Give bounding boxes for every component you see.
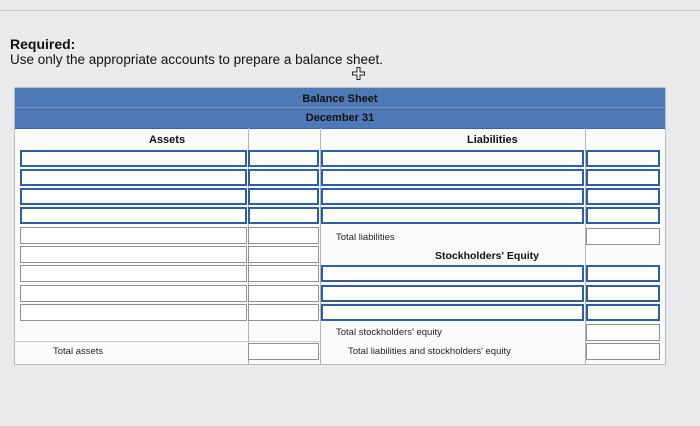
row-divider: [15, 341, 320, 342]
asset-amount-input-5[interactable]: [248, 227, 319, 244]
asset-amount-input-6[interactable]: [248, 246, 319, 263]
equity-account-input-3[interactable]: [321, 304, 584, 321]
liability-account-input-2[interactable]: [321, 169, 584, 186]
equity-account-input-2[interactable]: [321, 285, 584, 302]
sheet-header: [15, 88, 665, 129]
asset-amount-input-3[interactable]: [248, 188, 319, 205]
total-stockholders-equity-input[interactable]: [586, 324, 660, 341]
asset-account-input-7[interactable]: [20, 265, 247, 282]
asset-account-input-5[interactable]: [20, 227, 247, 244]
liability-amount-input-2[interactable]: [586, 169, 660, 186]
asset-amount-input-8[interactable]: [248, 285, 319, 302]
asset-account-input-8[interactable]: [20, 285, 247, 302]
asset-account-input-4[interactable]: [20, 207, 247, 224]
sheet-date: December 31: [305, 112, 375, 124]
total-liabilities-input[interactable]: [586, 228, 660, 245]
asset-account-input-3[interactable]: [20, 188, 247, 205]
total-liabilities-label: Total liabilities: [336, 232, 395, 243]
asset-amount-input-1[interactable]: [248, 150, 319, 167]
required-heading: Required:: [10, 36, 76, 52]
liability-amount-input-4[interactable]: [586, 207, 660, 224]
stockholders-equity-header: Stockholders' Equity: [435, 250, 540, 262]
asset-amount-input-2[interactable]: [248, 169, 319, 186]
asset-account-input-6[interactable]: [20, 246, 247, 263]
liability-account-input-4[interactable]: [321, 207, 584, 224]
liability-amount-input-3[interactable]: [586, 188, 660, 205]
asset-amount-input-4[interactable]: [248, 207, 319, 224]
liability-account-input-3[interactable]: [321, 188, 584, 205]
asset-account-input-9[interactable]: [20, 304, 247, 321]
asset-account-input-1[interactable]: [20, 150, 247, 167]
equity-amount-input-2[interactable]: [586, 285, 660, 302]
total-assets-label: Total assets: [53, 346, 104, 357]
equity-amount-input-1[interactable]: [586, 265, 660, 282]
total-liabilities-equity-input[interactable]: [586, 343, 660, 360]
total-stockholders-equity-label: Total stockholders' equity: [336, 327, 442, 338]
instruction-text: Use only the appropriate accounts to prepare a balance sheet.: [10, 52, 383, 67]
move-cursor-icon: [352, 67, 365, 80]
liability-amount-input-1[interactable]: [586, 150, 660, 167]
total-assets-input[interactable]: [248, 343, 319, 360]
equity-account-input-1[interactable]: [321, 265, 584, 282]
top-divider: [0, 10, 700, 11]
assets-header: Assets: [149, 134, 186, 146]
balance-sheet-table: [14, 87, 666, 365]
asset-amount-input-9[interactable]: [248, 304, 319, 321]
asset-amount-input-7[interactable]: [248, 265, 319, 282]
header-divider: [15, 107, 665, 108]
total-liabilities-equity-label: Total liabilities and stockholders' equity: [348, 346, 511, 357]
liabilities-header: Liabilities: [467, 134, 518, 146]
sheet-title: Balance Sheet: [302, 93, 378, 105]
asset-account-input-2[interactable]: [20, 169, 247, 186]
equity-amount-input-3[interactable]: [586, 304, 660, 321]
liability-account-input-1[interactable]: [321, 150, 584, 167]
